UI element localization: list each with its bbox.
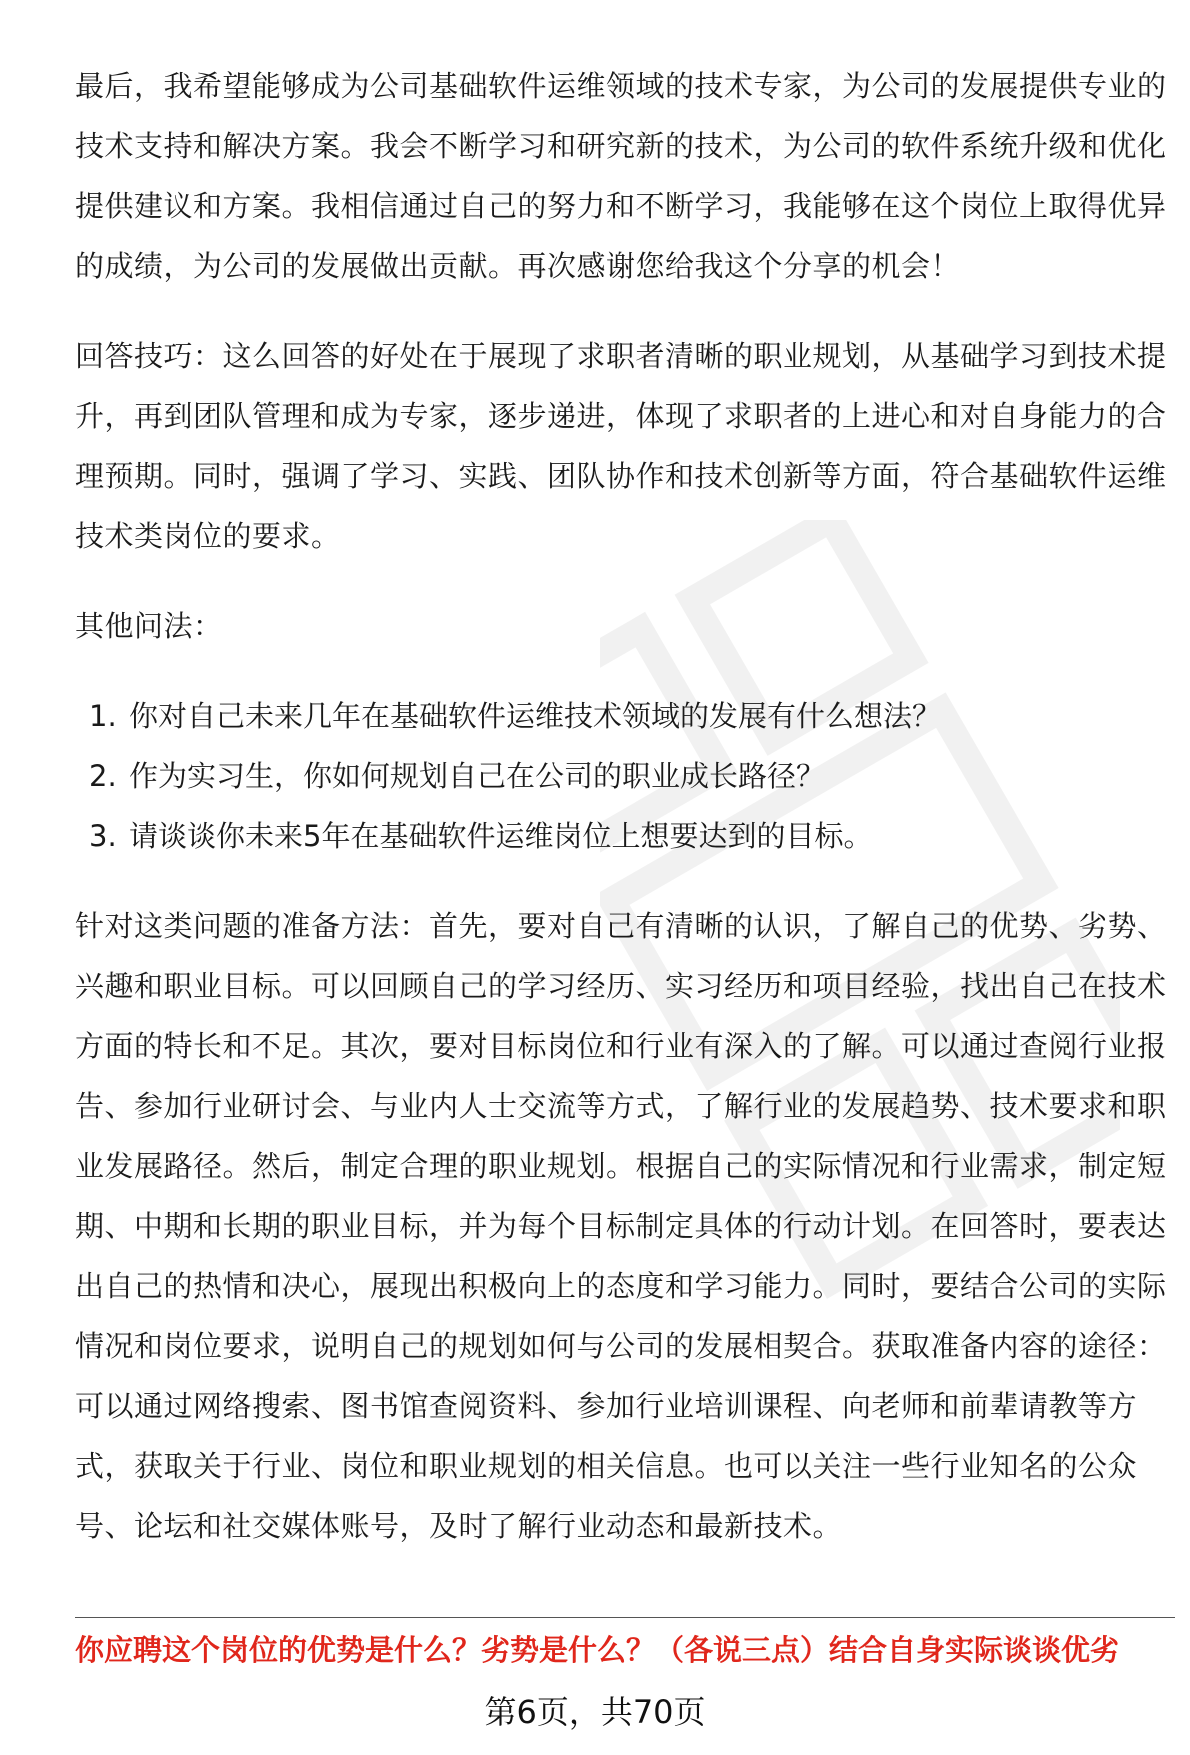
list-item-number: 1.	[89, 699, 117, 733]
page-number: 第6页，共70页	[484, 1693, 706, 1731]
section-divider	[75, 1617, 1175, 1618]
list-item-text: 你对自己未来几年在基础软件运维技术领域的发展有什么想法？	[129, 699, 942, 733]
list-item-text: 请谈谈你未来5年在基础软件运维岗位上想要达到的目标。	[129, 819, 873, 853]
list-item	[89, 686, 1175, 746]
list-item	[89, 806, 1175, 866]
other-questions-heading: 其他问法：	[75, 609, 223, 643]
other-questions-list	[75, 686, 1175, 866]
document-body	[75, 56, 1175, 1586]
list-item	[89, 746, 1175, 806]
closing-paragraph: 最后，我希望能够成为公司基础软件运维领域的技术专家，为公司的发展提供专业的技术支持和解决方案。我会不断学习和研究新的技术，为公司的软件系统升级和优化提供建议和方案。我相信通过自己的努力和不断学习，我能够在这个岗位上取得优异的成绩，为公司的发展做出贡献。再次感谢您给我这个分享的机会！	[75, 69, 1167, 283]
list-item-number: 2.	[89, 759, 117, 793]
preparation-method-paragraph: 针对这类问题的准备方法：首先，要对自己有清晰的认识，了解自己的优势、劣势、兴趣和职业目标。可以回顾自己的学习经历、实习经历和项目经验，找出自己在技术方面的特长和不足。其次，要对目标岗位和行业有深入的了解。可以通过查阅行业报告、参加行业研讨会、与业内人士交流等方式，了解行业的发展趋势、技术要求和职业发展路径。然后，制定合理的职业规划。根据自己的实际情况和行业需求，制定短期、中期和长期的职业目标，并为每个目标制定具体的行动计划。在回答时，要表达出自己的热情和决心，展现出积极向上的态度和学习能力。同时，要结合公司的实际情况和岗位要求，说明自己的规划如何与公司的发展相契合。获取准备内容的途径：可以通过网络搜索、图书馆查阅资料、参加行业培训课程、向老师和前辈请教等方式，获取关于行业、岗位和职业规划的相关信息。也可以关注一些行业知名的公众号、论坛和社交媒体账号，及时了解行业动态和最新技术。	[75, 909, 1167, 1543]
list-item-number: 3.	[89, 819, 117, 853]
answer-tips-paragraph: 回答技巧：这么回答的好处在于展现了求职者清晰的职业规划，从基础学习到技术提升，再到团队管理和成为专家，逐步递进，体现了求职者的上进心和对自身能力的合理预期。同时，强调了学习、实践、团队协作和技术创新等方面，符合基础软件运维技术类岗位的要求。	[75, 339, 1167, 553]
next-question-heading: 你应聘这个岗位的优势是什么？劣势是什么？（各说三点）结合自身实际谈谈优劣	[75, 1633, 1120, 1667]
list-item-text: 作为实习生，你如何规划自己在公司的职业成长路径？	[129, 759, 826, 793]
